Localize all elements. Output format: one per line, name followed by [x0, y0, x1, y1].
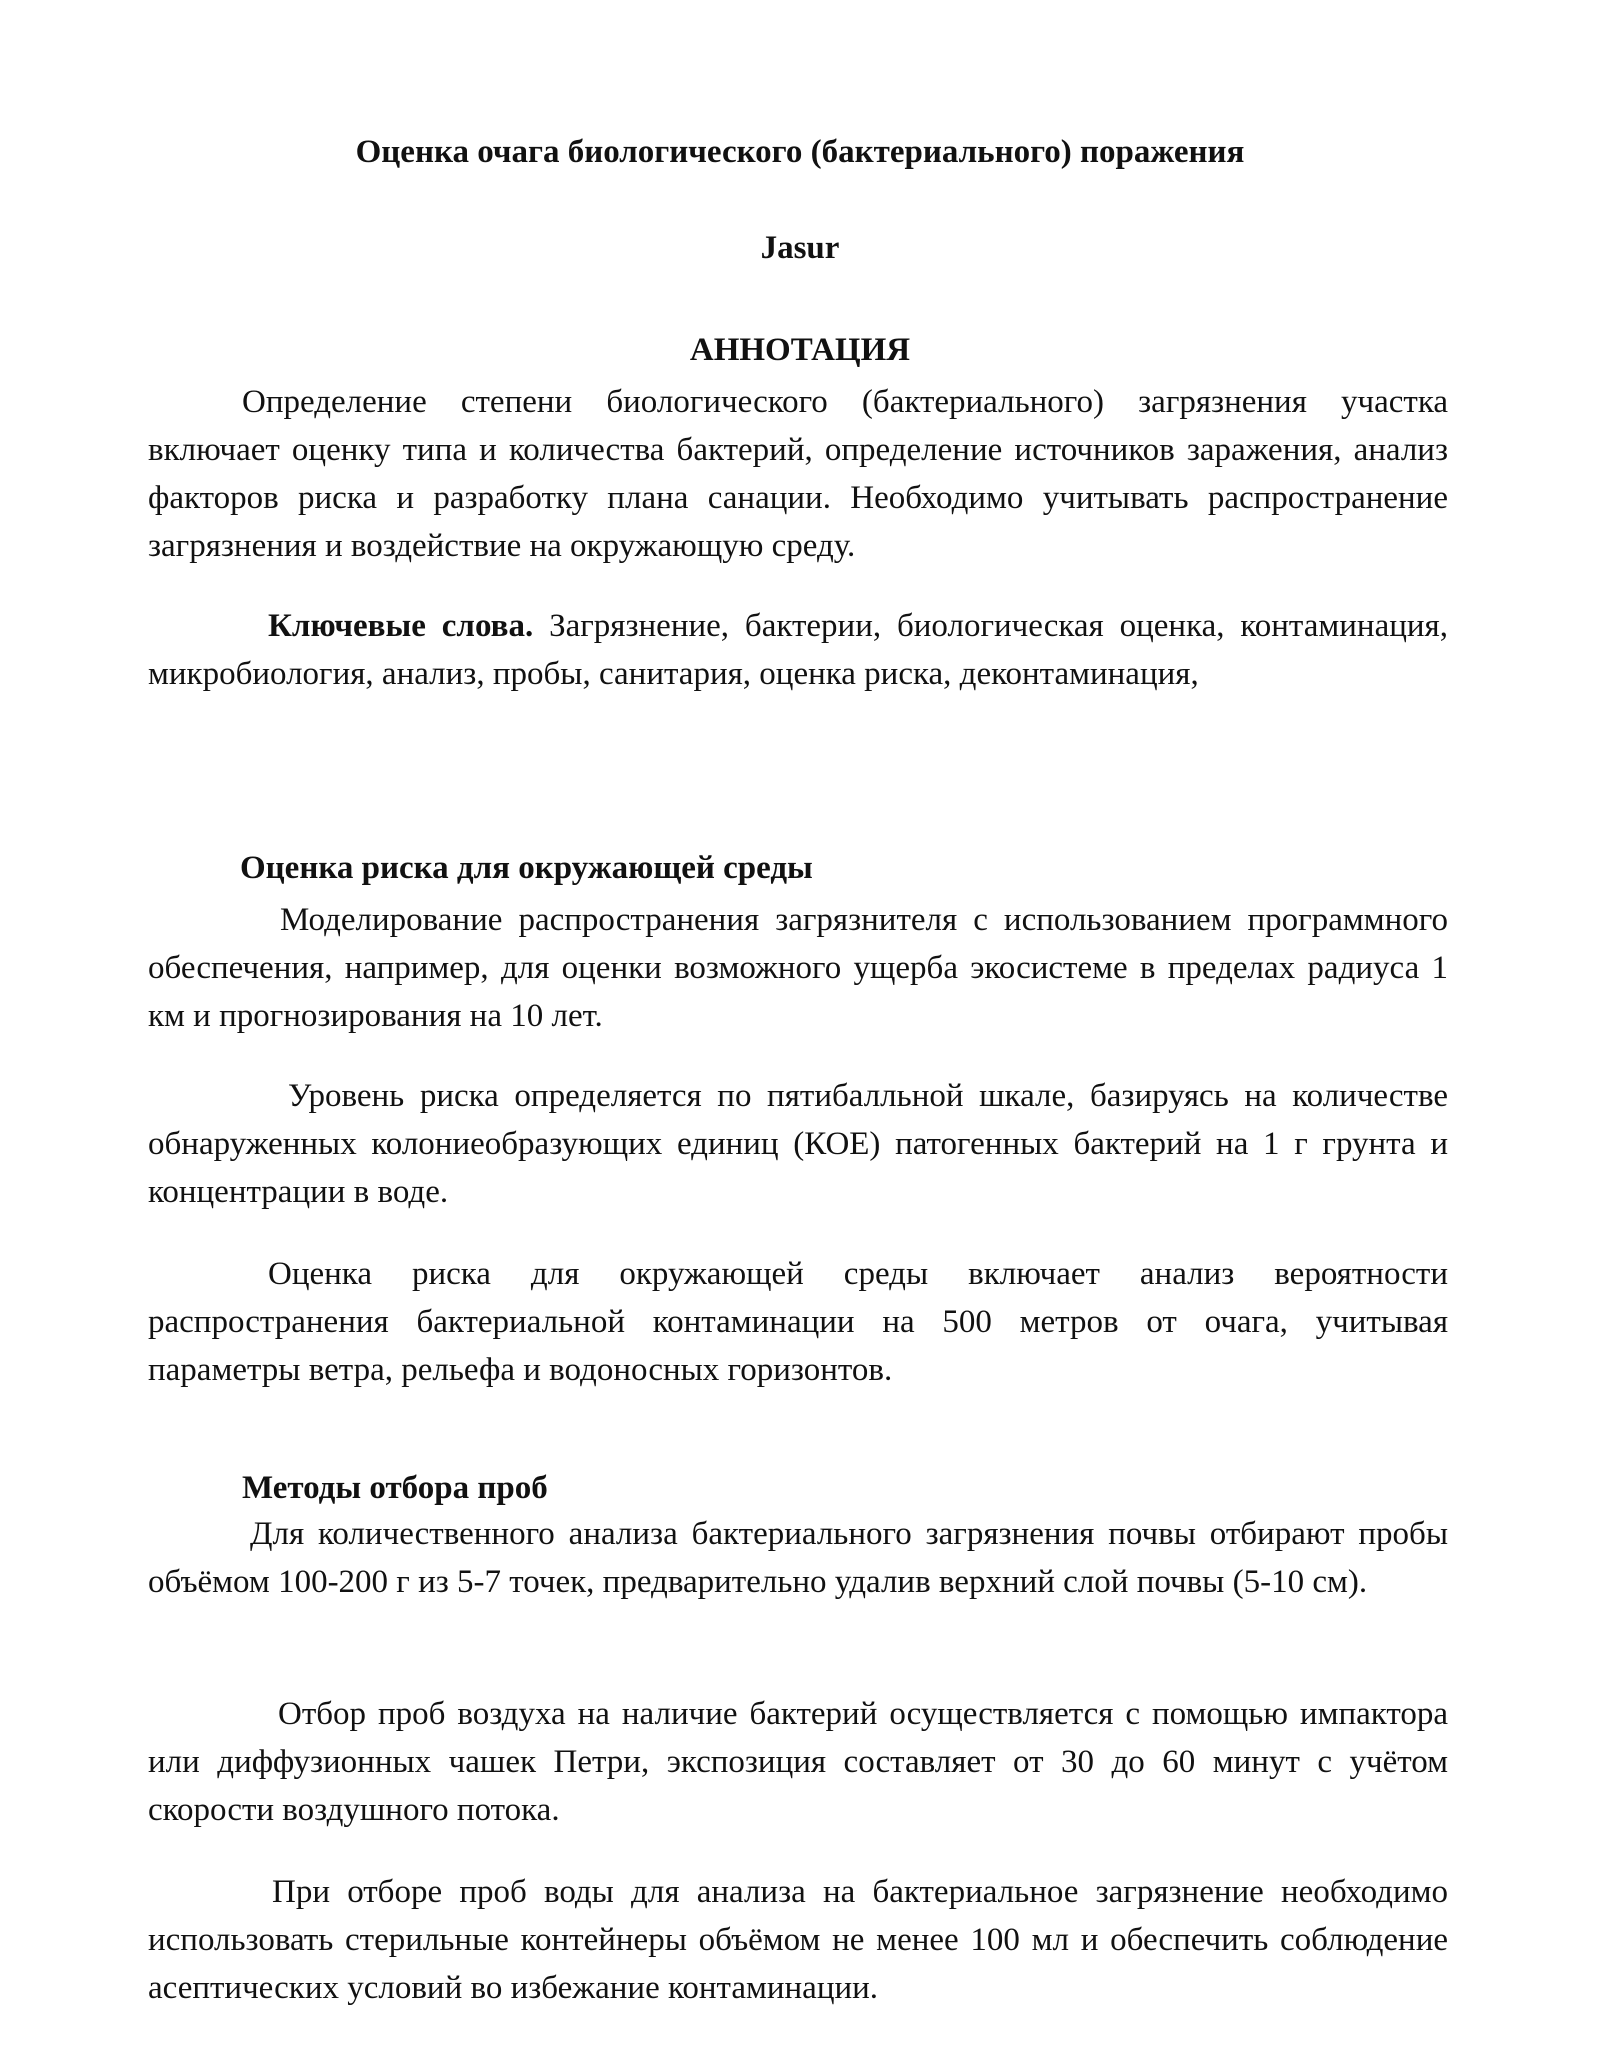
annotation-heading: АННОТАЦИЯ [689, 332, 911, 368]
risk-paragraph-3: Оценка риска для окружающей среды включает анализ вероятности распространения бактериальной контаминации на 500 метров от очага, учитывая параметры ветра, рельефа и водоносных горизонтов. [148, 1256, 1448, 1388]
annotation-paragraph: Определение степени биологического (бактериального) загрязнения участка включает оценку типа и количества бактерий, определение источников заражения, анализ факторов риска и разработку плана санации. Необходимо учитывать распространение загрязнения и воздействие на окружающую среду. [148, 384, 1448, 564]
keywords-paragraph [148, 602, 1448, 698]
sampling-paragraph-2: Отбор проб воздуха на наличие бактерий осуществляется с помощью импактора или диффузионных чашек Петри, экспозиция составляет от 30 до 60 минут с учётом скорости воздушного потока. [148, 1696, 1448, 1828]
sampling-paragraph-1: Для количественного анализа бактериального загрязнения почвы отбирают пробы объёмом 100-200 г из 5-7 точек, предварительно удалив верхний слой почвы (5-10 см). [148, 1516, 1448, 1600]
section-heading-sampling: Методы отбора проб [242, 1470, 548, 1506]
risk-paragraph-2: Уровень риска определяется по пятибалльной шкале, базируясь на количестве обнаруженных колониеобразующих единиц (КОЕ) патогенных бактерий на 1 г грунта и концентрации в воде. [148, 1078, 1448, 1210]
risk-paragraph-1: Моделирование распространения загрязнителя с использованием программного обеспечения, например, для оценки возможного ущерба экосистеме в пределах радиуса 1 км и прогнозирования на 10 лет. [148, 902, 1448, 1034]
document-title: Оценка очага биологического (бактериального) поражения [355, 134, 1245, 170]
sampling-paragraph-3: При отборе проб воды для анализа на бактериальное загрязнение необходимо использовать стерильные контейнеры объёмом не менее 100 мл и обеспечить соблюдение асептических условий во избежание контаминации. [148, 1874, 1448, 2006]
keywords-text: Загрязнение, бактерии, биологическая оценка, контаминация, микробиология, анализ, пробы, санитария, оценка риска, деконтаминация, [148, 608, 1448, 692]
document-author: Jasur [760, 230, 840, 266]
section-heading-risk: Оценка риска для окружающей среды [240, 850, 813, 886]
keywords-label: Ключевые слова. [268, 608, 534, 644]
